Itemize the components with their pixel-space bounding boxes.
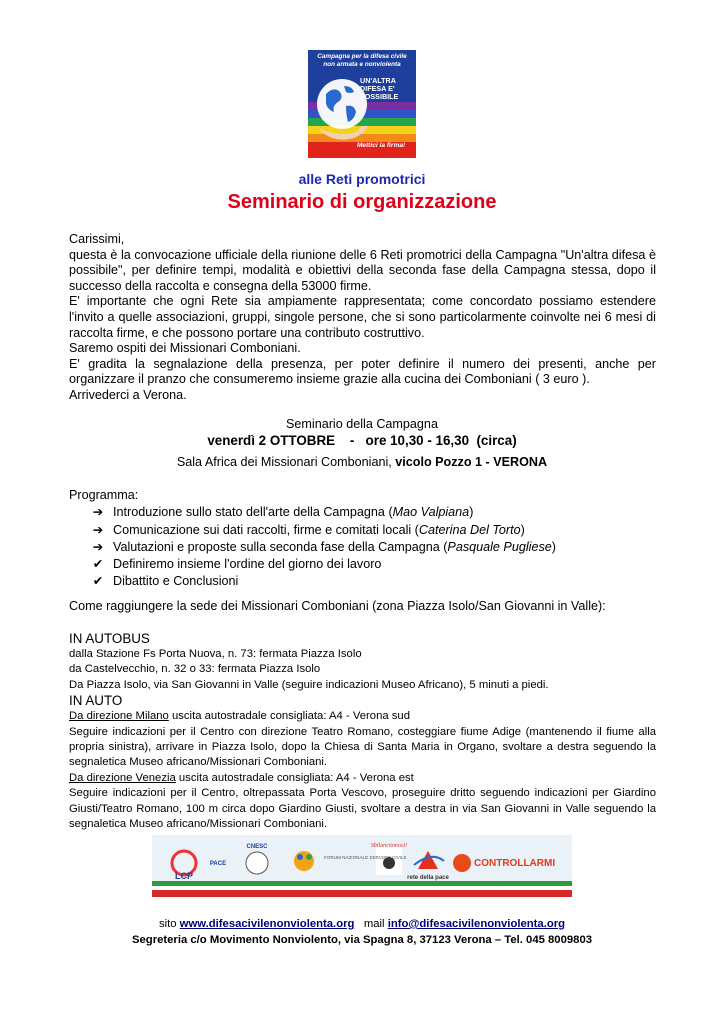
partner-logo-sbilanciamoci: Sbilanciamoci! (370, 843, 408, 849)
footer-address: Segreteria c/o Movimento Nonviolento, via Spagna 8, 37123 Verona – Tel. 045 8009803 (131, 934, 593, 946)
car-venezia-text: Seguire indicazioni per il Centro, oltrepassata Porta Vescovo, proseguire dritto seguendo indicazioni per Giardino Giusti/Teatro Romano, 100 m circa dopo Giardino Giusti, svoltare a destra in via San Giovanni in Valle seguendo la segnaletica Museo africano/Missionari Comboniani. (69, 787, 656, 831)
campaign-logo (308, 50, 416, 158)
seminar-label: Seminario della Campagna (286, 417, 438, 431)
checkmark-icon: ✔ (92, 557, 104, 572)
partner-logo-lcp: LCP (175, 871, 193, 881)
seminar-location (0, 455, 724, 469)
arrow-right-icon: ➔ (92, 539, 104, 554)
bus-line: Da Piazza Isolo, via San Giovanni in Valle (seguire indicazioni Museo Africano), 5 minuti a piedi. (69, 678, 549, 691)
email-link[interactable]: info@difesacivilenonviolenta.org (387, 918, 566, 930)
seminar-location-prefix: Sala Africa dei Missionari Comboniani, (176, 455, 396, 469)
partner-logo-cnesc: CNESC (246, 844, 268, 850)
letter-paragraph-4: E' gradita la segnalazione della presenza, per poter definire il numero dei presenti, anche per organizzare il pranzo che consumeremo insieme grazie alla cucina dei Comboniani ( 3 euro ). (69, 356, 656, 387)
seminar-datetime: venerdì 2 OTTOBRE - ore 10,30 - 16,30 (circa) (207, 433, 517, 448)
bus-heading: IN AUTOBUS (69, 631, 150, 646)
logo-slogan: UN'ALTRA DIFESA E' POSSIBILE (360, 76, 399, 101)
directions-intro: Come raggiungere la sede dei Missionari Comboniani (zona Piazza Isolo/San Giovanni in Valle): (69, 599, 606, 613)
speaker-name: Pasquale Pugliese (447, 539, 552, 554)
partner-logo-lcp-pace: PACE (209, 861, 227, 867)
programme-heading: Programma: (69, 488, 139, 502)
partner-logo-rete-pace: rete della pace (407, 875, 449, 881)
letter-closing: Arrivederci a Verona. (69, 387, 187, 402)
arrow-right-icon: ➔ (92, 505, 104, 520)
logo-title: Campagna per la difesa civile non armata e nonviolenta (317, 53, 407, 68)
letter-paragraph-3: Saremo ospiti dei Missionari Comboniani. (69, 341, 301, 356)
page-title: Seminario di organizzazione (227, 191, 497, 213)
list-item: ✔ Definiremo insieme l'ordine del giorno dei lavoro (69, 556, 669, 573)
list-item: ➔ Comunicazione sui dati raccolti, firme e comitati locali (Caterina Del Torto) (69, 522, 669, 539)
car-venezia-exit: Da direzione Venezia uscita autostradale consigliata: A4 - Verona est (69, 771, 414, 784)
car-heading: IN AUTO (69, 693, 123, 709)
bus-line: dalla Stazione Fs Porta Nuova, n. 73: fermata Piazza Isolo (69, 648, 362, 660)
site-label: sito (158, 918, 180, 930)
speaker-name: Mao Valpiana (392, 505, 470, 520)
transport-directions (69, 631, 656, 832)
car-milano-text: Seguire indicazioni per il Centro con direzione Teatro Romano, costeggiare fiume Adige (mantenendo il fiume alla propria sinistra), arrivare in Piazza Isolo, dopo la Chiesa di Santa Maria in Organo, svoltare a destra seguendo la segnaletica Museo africano/Missionari Comboniani. (69, 725, 656, 769)
website-link[interactable]: www.difesacivilenonviolenta.org (179, 918, 355, 930)
mail-label: mail (354, 918, 388, 930)
programme (69, 487, 669, 591)
letter-paragraph-2: E' importante che ogni Rete sia ampiamente rappresentata; come concordato possiamo estendere l'invito a quelle associazioni, gruppi, singole persone, che si sono particolarmente coinvolte nei 6 mesi di raccolta firme, e che possono portare una contributo costruttivo. (69, 294, 656, 340)
seminar-location-address: vicolo Pozzo 1 - VERONA (395, 455, 548, 469)
list-item: ✔ Dibattito e Conclusioni (69, 573, 669, 590)
speaker-name: Caterina Del Torto (418, 522, 521, 537)
bus-line: da Castelvecchio, n. 32 o 33: fermata Piazza Isolo (69, 663, 321, 676)
arrow-right-icon: ➔ (92, 522, 104, 537)
logo-sign: Mettici la firma! (356, 142, 406, 149)
letter-paragraph-1: questa è la convocazione ufficiale della riunione delle 6 Reti promotrici della Campagna "Un'altra difesa è possibile", per definire tempi, modalità e obiettivi della seconda fase della Campagna stessa, dopo il successo della raccolta e consegna della 53000 firme. (69, 247, 656, 293)
venezia-direction-label: Da direzione Venezia (69, 771, 176, 784)
recipient-line: alle Reti promotrici (298, 171, 426, 187)
programme-list (69, 504, 669, 590)
car-milano-exit: Da direzione Milano uscita autostradale consigliata: A4 - Verona sud (69, 710, 410, 723)
partner-logos-graphic (152, 835, 572, 897)
partner-logo-controllarmi: CONTROLLARMI (474, 858, 556, 869)
letter-body (69, 232, 656, 404)
list-item: ➔ Valutazioni e proposte sulla seconda fase della Campagna (Pasquale Pugliese) (69, 539, 669, 556)
checkmark-icon: ✔ (92, 574, 104, 589)
partner-logos-banner (152, 835, 572, 897)
milano-direction-label: Da direzione Milano (69, 710, 169, 723)
letter-greeting: Carissimi, (69, 232, 125, 246)
footer-links (0, 918, 724, 930)
partner-logo-forum: FORUM NAZIONALE SERVIZIO CIVILE (324, 855, 407, 860)
list-item: ➔ Introduzione sullo stato dell'arte della Campagna (Mao Valpiana) (69, 504, 669, 521)
